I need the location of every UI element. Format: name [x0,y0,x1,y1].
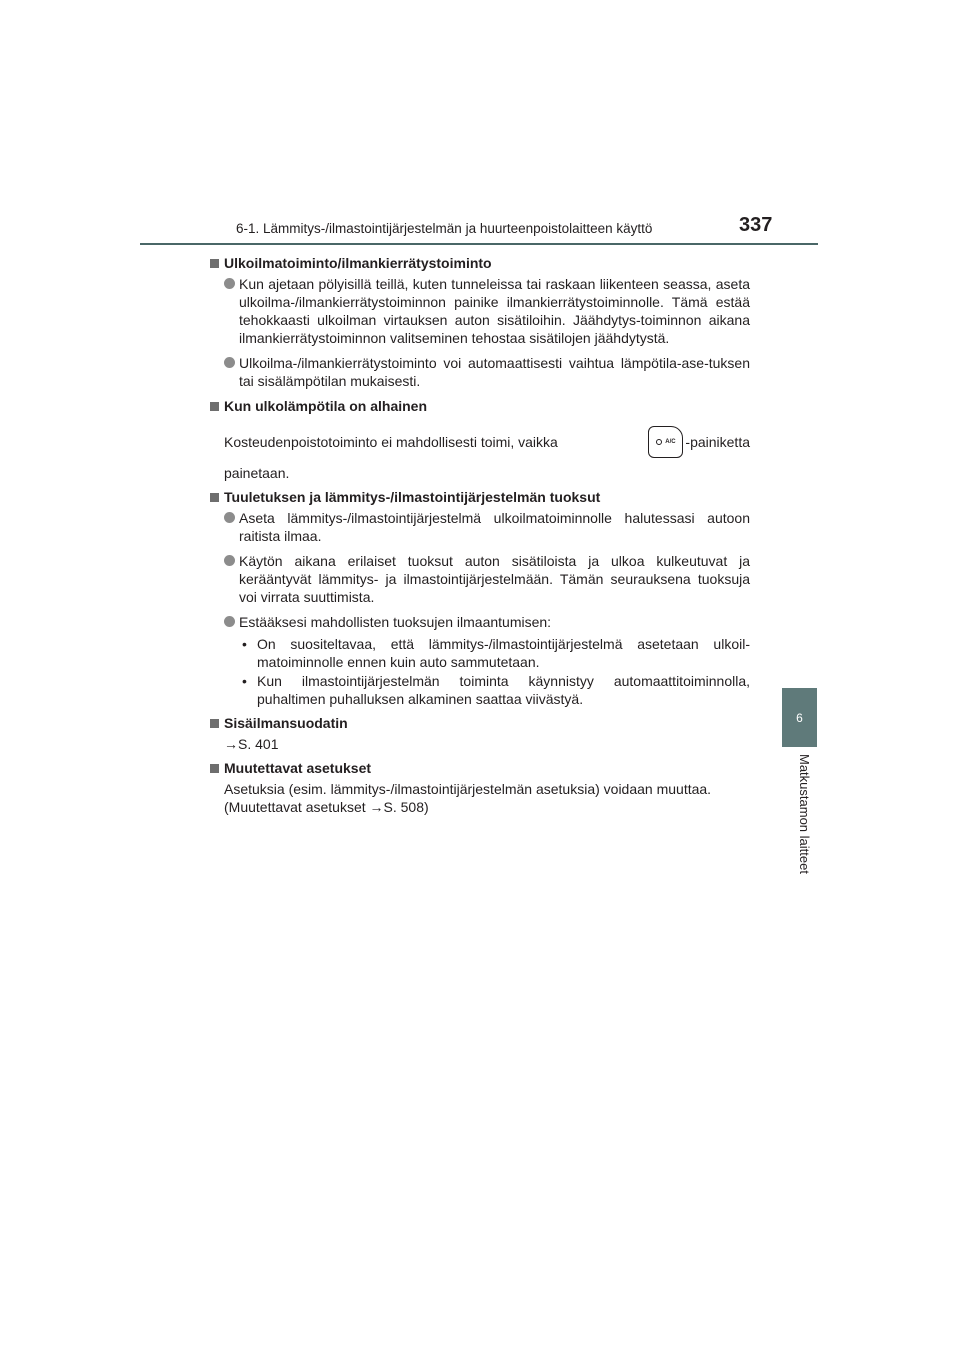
list-item-text: Estääksesi mahdollisten tuoksujen ilmaantumisen: [239,614,552,630]
page-number: 337 [739,214,773,236]
section-heading [210,714,750,732]
square-bullet-icon [210,764,219,773]
paragraph-text: -painiketta [685,434,750,450]
ac-button-label: A/C [665,439,676,445]
sub-list-item [238,672,750,708]
small-bullet-icon: • [242,636,247,652]
list-item-text: Kun ajetaan pölyisillä teillä, kuten tunneleissa tai raskaan liikenteen seassa, aseta ulkoilma-/ilmankierrätystoiminnon painike ilmankierrätystoiminnolle. Tämä estää tehokkaasti ulkoilman virtauksen auton sisätiloihin. Jäähdytys-toiminnon aikana ilmankierrätystoiminnon valitseminen tehostaa sisätilojen jäähdytystä. [239,276,750,346]
section-title: Kun ulkolämpötila on alhainen [224,398,428,414]
list-item [224,275,750,347]
running-header: 6-1. Lämmitys-/ilmastointijärjestelmän ja huurteenpoistolaitteen käyttö [236,221,653,236]
section-customizable-settings [210,759,750,816]
section-title: Ulkoilmatoiminto/ilmankierrätystoiminto [224,255,492,271]
paragraph-text: Asetuksia (esim. lämmitys-/ilmastointijärjestelmän asetuksia) voidaan muuttaa. [224,781,712,797]
round-bullet-icon [224,357,235,368]
page-reference-link[interactable]: →S. 401 [224,736,279,752]
list-item [224,613,750,631]
ac-text-line [224,425,750,459]
round-bullet-icon [224,512,235,523]
sub-list-item-text: On suositeltavaa, että lämmitys-/ilmastointijärjestelmä asetetaan ulkoil-matoiminnolle ennen kuin auto sammutetaan. [257,636,750,670]
sub-list-item-text: Kun ilmastointijärjestelmän toiminta käynnistyy automaattitoiminnolla, puhaltimen puhalluksen alkaminen saattaa viivästyä. [257,673,750,707]
section-title: Sisäilmansuodatin [224,715,348,731]
sub-list-item [238,635,750,671]
ac-indicator-icon [656,439,662,445]
list-item-text: Aseta lämmitys-/ilmastointijärjestelmä ulkoilmatoiminnolle halutessasi autoon raitista ilmaa. [239,510,750,544]
section-outside-air [210,254,750,390]
list-item-text: Käytön aikana erilaiset tuoksut auton sisätiloista ja ulkoa kulkeutuvat ja kerääntyvät lämmitys- ja ilmastointijärjestelmään. Tämän seurauksena tuoksuja voi virrata suuttimista. [239,553,750,605]
small-bullet-icon: • [242,673,247,689]
ac-button-icon [648,426,683,458]
section-heading [210,759,750,777]
round-bullet-icon [224,555,235,566]
chapter-tab [782,688,817,747]
header-divider [140,243,818,245]
chapter-number: 6 [796,710,803,725]
section-heading [210,397,750,415]
section-cabin-filter [210,714,750,753]
section-low-temperature [210,397,750,482]
page-reference-link[interactable]: (Muutettavat asetukset →S. 508) [224,799,429,815]
square-bullet-icon [210,493,219,502]
section-title: Muutettavat asetukset [224,760,372,776]
section-heading [210,254,750,272]
list-item [224,552,750,606]
section-heading [210,488,750,506]
square-bullet-icon [210,259,219,268]
section-odors [210,488,750,708]
list-item [224,354,750,390]
section-title: Tuuletuksen ja lämmitys-/ilmastointijärjestelmän tuoksut [224,489,601,505]
list-item-text: Ulkoilma-/ilmankierrätystoiminto voi automaattisesti vaihtua lämpötila-ase-tuksen tai sisälämpötilan mukaisesti. [239,355,750,389]
paragraph-text: Kosteudenpoistotoiminto ei mahdollisesti toimi, vaikka [224,434,558,450]
round-bullet-icon [224,616,235,627]
list-item [224,509,750,545]
paragraph-text: painetaan. [224,465,290,481]
round-bullet-icon [224,278,235,289]
paragraph [224,425,750,482]
square-bullet-icon [210,719,219,728]
page-content [210,254,750,820]
chapter-label: Matkustamon laitteet [797,754,812,874]
square-bullet-icon [210,402,219,411]
